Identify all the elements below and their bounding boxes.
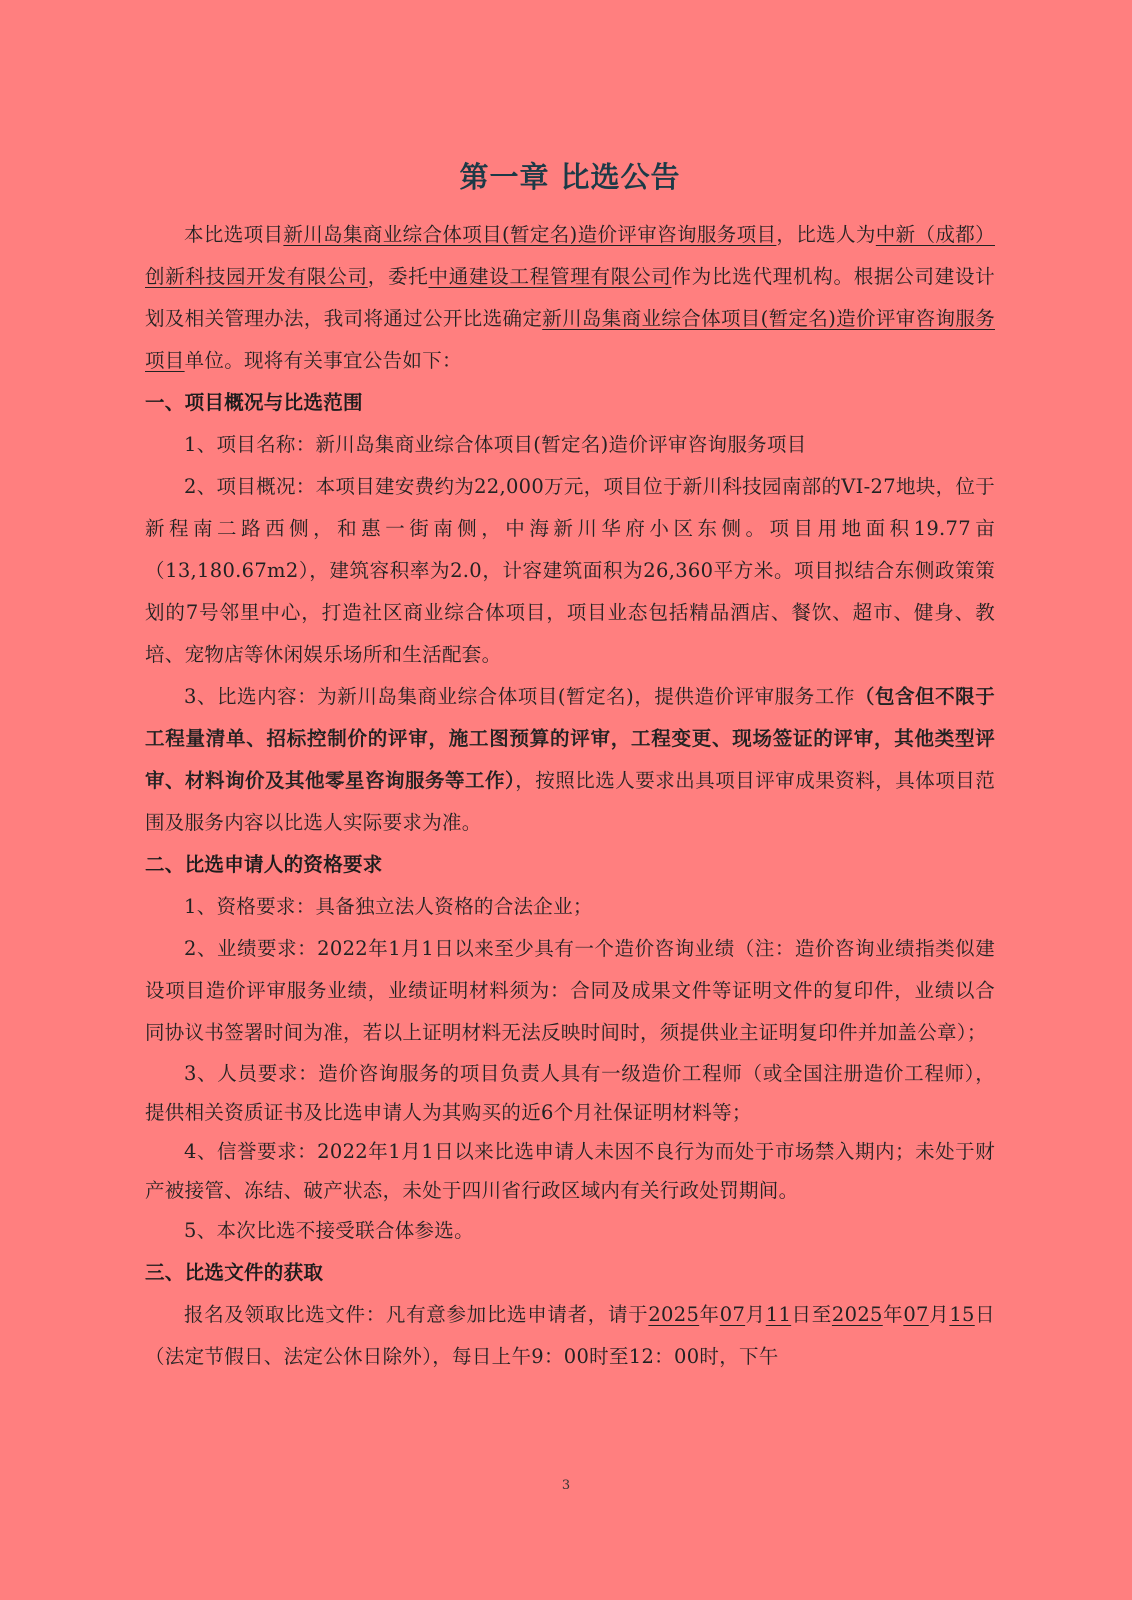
- intro-text: 作为比选代理机构。根据公司建设计划及相关管理办法，我司将通过公开比选确定: [145, 265, 995, 330]
- item-text: 日（法定节假日、法定公休日除外），每日上午9：00时至12：00时，下午: [145, 1303, 995, 1368]
- section2-item-2: 2、业绩要求：2022年1月1日以来至少具有一个造价咨询业绩（注：造价咨询业绩指类似建设项目造价评审服务业绩，业绩证明材料须为：合同及成果文件等证明文件的复印件，业绩以合同协议书签署时间为准，若以上证明材料无法反映时间时，须提供业主证明复印件并加盖公章）；: [145, 937, 995, 1044]
- page-number: 3: [561, 1478, 571, 1493]
- project-name-underlined: 新川岛集商业综合体项目(暂定名)造价评审咨询服务项目: [283, 223, 777, 246]
- section1-item-3: [145, 676, 995, 844]
- item-text: 3、比选内容：为新川岛集商业综合体项目(暂定名)，提供造价评审服务工作: [184, 685, 855, 708]
- date-unit: 月: [928, 1303, 950, 1326]
- agent-name-underlined: 中通建设工程管理有限公司: [428, 265, 672, 288]
- section-heading-1: 一、项目概况与比选范围: [145, 391, 363, 414]
- project-name-underlined: 新川岛集商业综合体项目(暂定名)造价评审咨询服务项目: [145, 307, 995, 372]
- page-title: 第一章 比选公告: [459, 160, 681, 194]
- date-unit: 年: [882, 1303, 904, 1326]
- date-unit: 月: [745, 1303, 766, 1326]
- section1-item-1: 1、项目名称：新川岛集商业综合体项目(暂定名)造价评审咨询服务项目: [184, 433, 807, 456]
- section2-item-4: 4、信誉要求：2022年1月1日以来比选申请人未因不良行为而处于市场禁入期内；未处于财产被接管、冻结、破产状态，未处于四川省行政区域内有关行政处罚期间。: [145, 1140, 995, 1202]
- section1-item-2: 2、项目概况：本项目建安费约为22,000万元，项目位于新川科技园南部的VI-27地块，位于新程南二路西侧，和惠一街南侧，中海新川华府小区东侧。项目用地面积19.77亩（13,180.67m2），建筑容积率为2.0，计容建筑面积为26,360平方米。项目拟结合东侧政策策划的7号邻里中心，打造社区商业综合体项目，项目业态包括精品酒店、餐饮、超市、健身、教培、宠物店等休闲娱乐场所和生活配套。: [145, 475, 995, 666]
- intro-text: ，委托: [367, 265, 429, 288]
- item-text: ，按照比选人要求出具项目评审成果资料，具体项目范围及服务内容以比选人实际要求为准。: [145, 769, 996, 834]
- intro-text: ，比选人为: [776, 223, 876, 246]
- date-month-start: 07: [719, 1303, 746, 1326]
- date-year-start: 2025: [648, 1303, 700, 1326]
- date-year-end: 2025: [831, 1303, 883, 1326]
- date-day-end: 15: [949, 1303, 975, 1326]
- owner-name-underlined: 中新（成都）创新科技园开发有限公司: [145, 223, 995, 288]
- intro-text: 本比选项目: [184, 223, 284, 246]
- item-text: 报名及领取比选文件：凡有意参加比选申请者，请于: [184, 1303, 649, 1326]
- date-day-start: 11: [765, 1303, 792, 1326]
- section3-paragraph: [145, 1294, 995, 1378]
- section2-item-3: 3、人员要求：造价咨询服务的项目负责人具有一级造价工程师（或全国注册造价工程师），提供相关资质证书及比选申请人为其购买的近6个月社保证明材料等；: [145, 1062, 995, 1124]
- item-bold-text: （包含但不限于工程量清单、招标控制价的评审，施工图预算的评审，工程变更、现场签证的评审，其他类型评审、材料询价及其他零星咨询服务等工作）: [145, 685, 995, 792]
- section-heading-3: 三、比选文件的获取: [145, 1261, 324, 1284]
- intro-text: 单位。现将有关事宜公告如下：: [184, 349, 462, 372]
- date-unit: 年: [699, 1303, 720, 1326]
- date-month-end: 07: [903, 1303, 929, 1326]
- section2-item-5: 5、本次比选不接受联合体参选。: [184, 1219, 474, 1242]
- document-body: [145, 150, 995, 1378]
- section2-item-1: 1、资格要求：具备独立法人资格的合法企业；: [184, 895, 593, 918]
- intro-paragraph: [145, 214, 995, 382]
- date-unit: 日至: [791, 1303, 832, 1326]
- section-heading-2: 二、比选申请人的资格要求: [145, 853, 383, 876]
